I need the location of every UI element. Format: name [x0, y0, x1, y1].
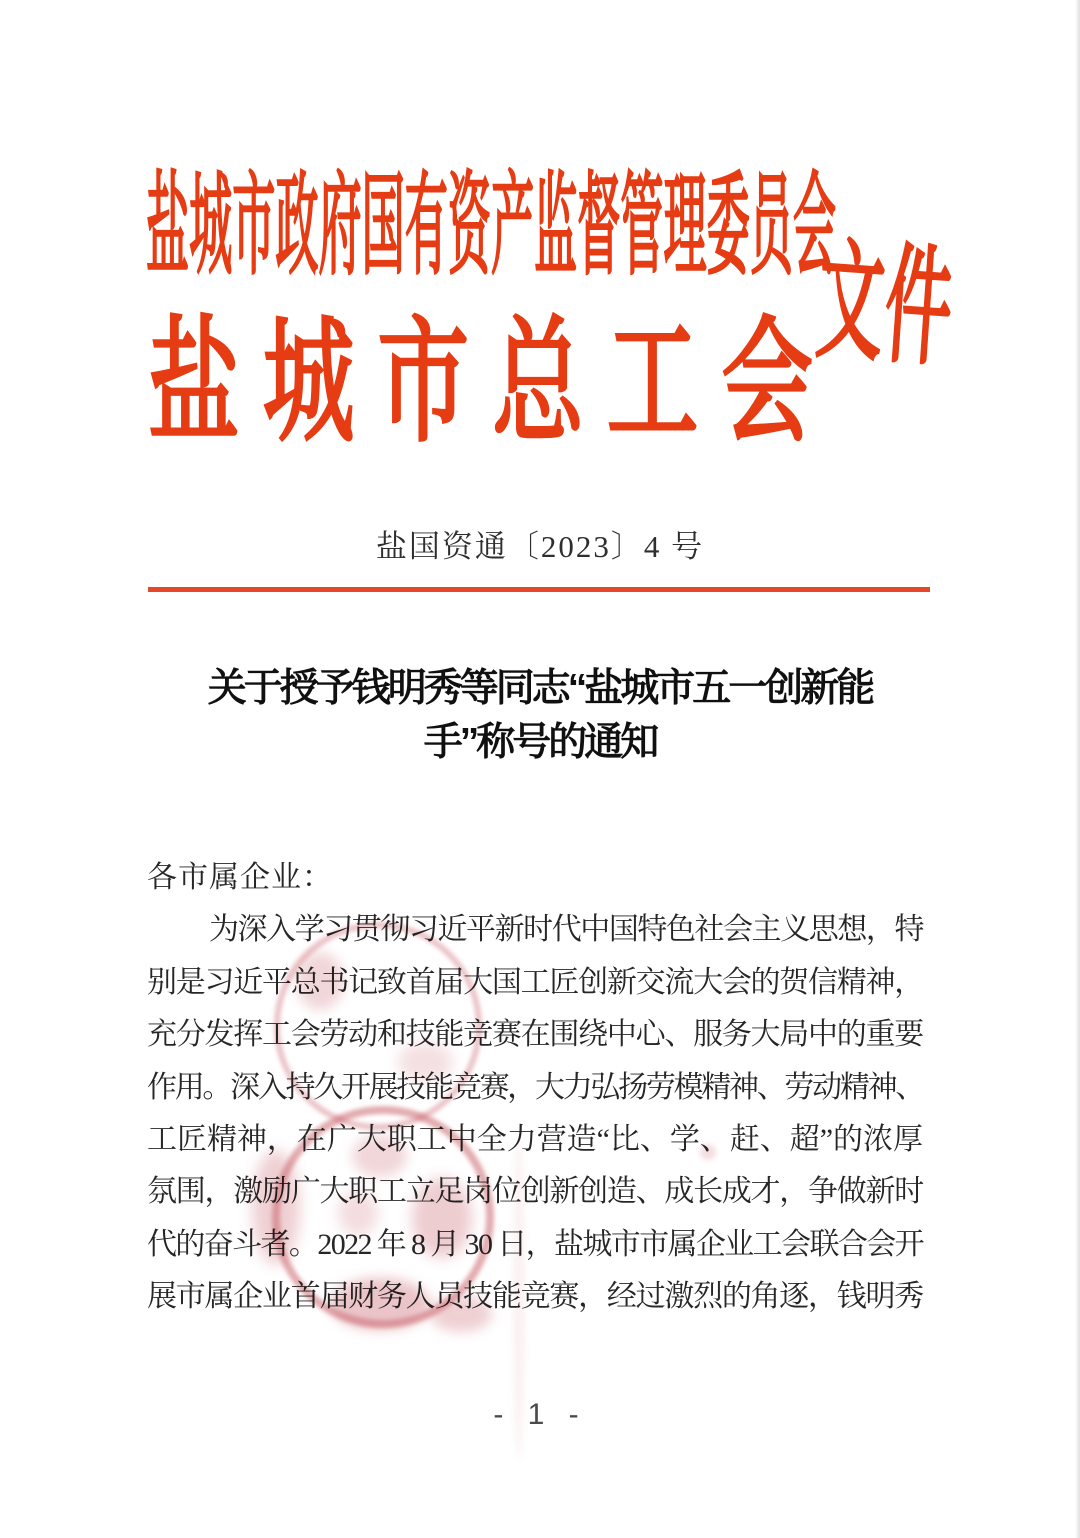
- body-text: 别是习近平总书记致首届大国工匠创新交流大会的贺信精神，: [147, 965, 923, 999]
- salutation-line: 各市属企业：: [147, 861, 333, 894]
- issuer-name-line2: 盐城市总工会: [148, 309, 836, 459]
- body-text-line: [147, 1114, 923, 1166]
- body-text-line: [147, 1271, 923, 1323]
- body-text-line: [147, 1219, 923, 1271]
- red-divider-line: [148, 587, 930, 592]
- body-text: 为深入学习贯彻习近平新时代中国特色社会主义思想，特: [209, 913, 923, 947]
- body-text: 代的奋斗者。2022 年 8 月 30 日，盐城市市属企业工会联合会开: [147, 1227, 923, 1261]
- body-text-line: [147, 957, 923, 1009]
- body-text: 工匠精神，在广大职工中全力营造“比、学、赶、超”的浓厚: [147, 1122, 923, 1156]
- scan-edge-shadow: [1075, 0, 1080, 1538]
- document-reference-number: 盐国资通〔2023〕4 号: [375, 529, 705, 564]
- doc-type-label-wrap: [812, 230, 1080, 386]
- body-text: 充分发挥工会劳动和技能竞赛在围绕中心、服务大局中的重要: [147, 1018, 923, 1052]
- body-text-line: [147, 1009, 923, 1061]
- body-text-line: [147, 1062, 923, 1114]
- issuer-name-line1: 盐城市政府国有资产监督管理委员会: [146, 165, 836, 289]
- body-text: 作用。深入持久开展技能竞赛，大力弘扬劳模精神、劳动精神、: [147, 1070, 923, 1104]
- document-title-line1: 关于授予钱明秀等同志“盐城市五一创新能: [207, 667, 873, 710]
- document-body: [147, 852, 923, 1324]
- document-title: [0, 662, 1080, 770]
- document-title-line2: 手”称号的通知: [423, 721, 657, 764]
- body-text: 氛围，激励广大职工立足岗位创新创造、成长成才，争做新时: [147, 1175, 923, 1209]
- body-text-line: [147, 1166, 923, 1218]
- page-number: - 1 -: [493, 1398, 587, 1431]
- body-text-line: [147, 904, 923, 956]
- doc-type-label: 文件: [812, 230, 958, 384]
- body-text: 展市属企业首届财务人员技能竞赛，经过激烈的角逐，钱明秀: [147, 1280, 923, 1314]
